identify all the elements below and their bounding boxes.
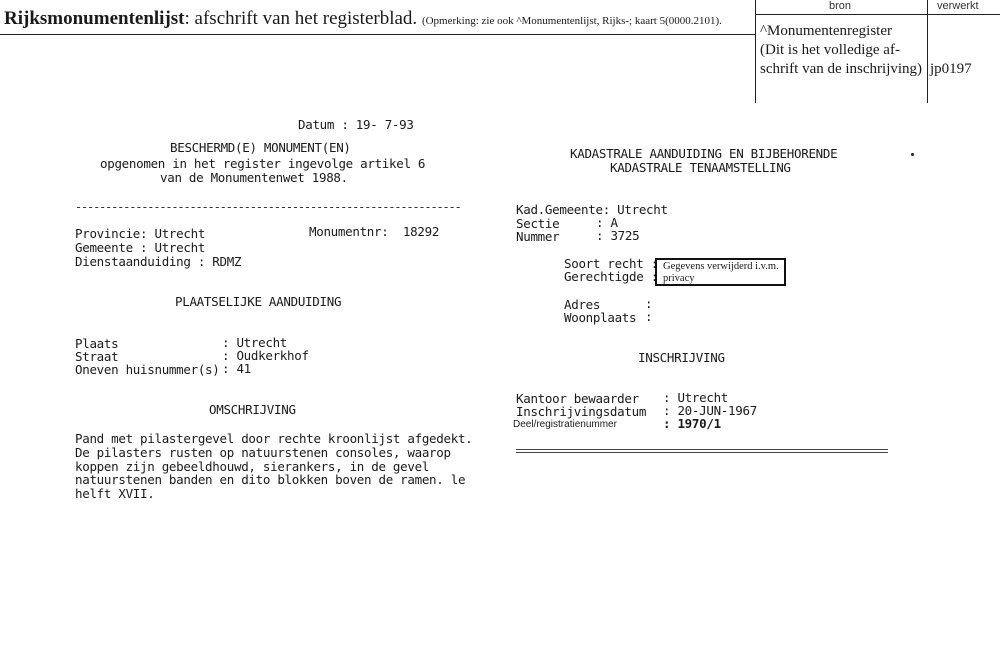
- verwerkt-value: jp0197: [930, 61, 972, 77]
- gemeente-field: Gemeente : Utrecht: [75, 240, 206, 255]
- plaatselijke-heading: PLAATSELIJKE AANDUIDING: [175, 294, 342, 309]
- kantoor-value: : Utrecht: [663, 390, 729, 405]
- plaats-label: Plaats: [75, 336, 119, 351]
- adres-label: Adres: [564, 297, 601, 312]
- omschrijving-line: De pilasters rusten op natuurstenen consoles, waarop: [75, 445, 451, 460]
- omschrijving-line: koppen zijn gebeeldhouwd, sierankers, in de gevel: [75, 459, 430, 474]
- monumentnr-field: Monumentnr: 18292: [309, 224, 440, 239]
- monument-heading: BESCHERMD(E) MONUMENT(EN): [170, 140, 351, 155]
- sectie-label: Sectie: [516, 216, 560, 231]
- source-panel-divider: [755, 14, 1000, 15]
- inschrijvingsdatum-label: Inschrijvingsdatum: [516, 404, 647, 419]
- deel-label: Deel/registratienummer: [513, 419, 617, 430]
- gerechtigde-label: Gerechtigde :: [564, 269, 658, 284]
- provincie-field: Provincie: Utrecht: [75, 226, 206, 241]
- title-note: (Opmerking: zie ook ^Monumentenlijst, Rijks-; kaart 5(0000.2101).: [421, 15, 722, 27]
- huisnummer-value: : 41: [222, 361, 251, 376]
- bron-column-header: bron: [829, 0, 852, 12]
- bron-line: schrift van de inschrijving): [760, 61, 923, 77]
- omschrijving-line: natuurstenen banden en dito blokken boven de ramen. le: [75, 472, 466, 487]
- title-bold: Rijksmonumentenlijst: [4, 8, 185, 29]
- straat-label: Straat: [75, 349, 119, 364]
- kad-gemeente-field: Kad.Gemeente: Utrecht: [516, 202, 668, 217]
- straat-value: : Oudkerkhof: [222, 348, 309, 363]
- nummer-value: : 3725: [596, 228, 640, 243]
- soort-recht-label: Soort recht :: [564, 256, 658, 271]
- kadaster-heading: KADASTRALE TENAAMSTELLING: [610, 160, 791, 175]
- omschrijving-heading: OMSCHRIJVING: [209, 402, 296, 417]
- monument-text-line: opgenomen in het register ingevolge artikel 6: [100, 156, 426, 171]
- kadaster-heading: KADASTRALE AANDUIDING EN BIJBEHORENDE: [570, 146, 838, 161]
- plaats-value: : Utrecht: [222, 335, 288, 350]
- verwerkt-column-header: verwerkt: [937, 0, 979, 12]
- omschrijving-line: helft XVII.: [75, 486, 155, 501]
- inschrijving-heading: INSCHRIJVING: [638, 350, 725, 365]
- document-date: Datum : 19- 7-93: [298, 117, 414, 132]
- omschrijving-line: Pand met pilastergevel door rechte kroonlijst afgedekt.: [75, 431, 473, 446]
- bron-line: ^Monumentenregister: [760, 23, 893, 39]
- bron-value: [760, 22, 922, 79]
- bron-line: (Dit is het volledige af-: [760, 42, 900, 58]
- monument-text-line: van de Monumentenwet 1988.: [160, 170, 348, 185]
- huisnummer-label: Oneven huisnummer(s): [75, 362, 220, 377]
- scan-speck: [911, 153, 914, 156]
- double-rule-top: [516, 449, 888, 450]
- inschrijvingsdatum-value: : 20-JUN-1967: [663, 403, 757, 418]
- kantoor-label: Kantoor bewaarder: [516, 391, 639, 406]
- title-rest: : afschrift van het registerblad.: [184, 8, 418, 29]
- source-column-divider: [927, 0, 928, 103]
- sectie-value: : A: [596, 215, 618, 230]
- page-title: [4, 8, 722, 30]
- header-divider: [0, 34, 755, 35]
- woonplaats-value: :: [645, 309, 653, 324]
- nummer-label: Nummer: [516, 229, 560, 244]
- woonplaats-label: Woonplaats: [564, 310, 637, 325]
- dashed-separator: ----------------------------------------------------------------: [75, 200, 461, 214]
- dienstaanduiding-field: Dienstaanduiding : RDMZ: [75, 254, 242, 269]
- double-rule-bottom: [516, 452, 888, 453]
- deel-value: : 1970/1: [663, 416, 721, 431]
- privacy-notice: Gegevens verwijderd i.v.m. privacy: [655, 258, 786, 286]
- adres-value: :: [645, 296, 653, 311]
